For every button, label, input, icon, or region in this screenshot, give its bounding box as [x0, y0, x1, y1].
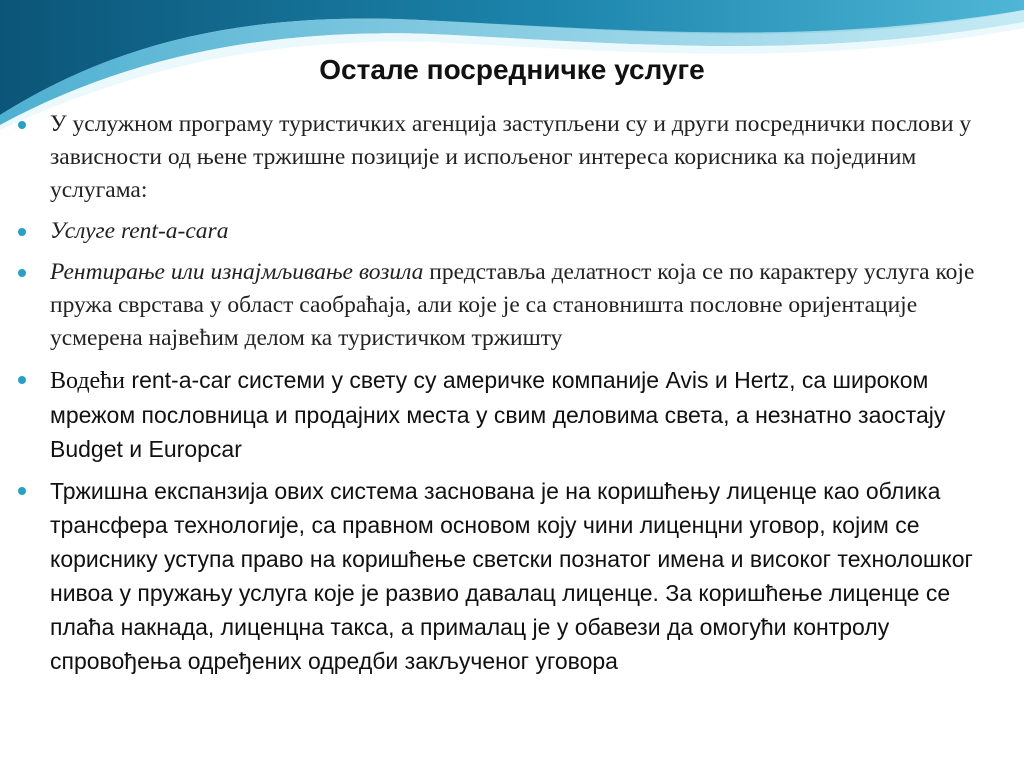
bullet-dot-icon: [18, 228, 26, 236]
bullet-item: [14, 108, 1014, 207]
bullet-text: Услуге rent-a-cara: [50, 218, 229, 244]
bullet-text-serif: Водећи: [50, 368, 126, 394]
bullet-item: [14, 363, 1014, 466]
bullet-item: [14, 215, 1014, 248]
bullet-text: Тржишна експанзија ових система заснована је на коришћењу лиценце као облика трансфера технологије, са правном основом коју чини лиценцни уговор, којим се кориснику уступа право на коришћење светски познатог имена и високог технолошког нивоа у пружању услуга које је развио давалац лиценце. За коришћење лиценце се плаћа накнада, лиценцна такса, а прималац је у обавези да омогући контролу спровођења одређених одредби закљученог уговора: [50, 478, 973, 674]
bullet-dot-icon: [18, 269, 26, 277]
bullet-text-italic: Рентирање или изнајмљивање возила: [50, 259, 424, 285]
bullet-dot-icon: [18, 487, 26, 495]
bullet-dot-icon: [18, 376, 26, 384]
bullet-text: У услужном програму туристичких агенција заступљени су и други посреднички послови у зависности од њене тржишне позиције и испољеног интереса корисника ка појединим услугама:: [50, 111, 972, 203]
bullet-text: представља делатност која се по карактеру услуга које пружа сврстава у област саобраћаја, али које је са становништа пословне оријентације усмерена највећим делом ка туристичком тржишту: [50, 259, 975, 351]
bullet-item: [14, 256, 1014, 355]
slide-content: [14, 108, 1014, 686]
bullet-text: rent-a-car системи у свету су америчке компаније Avis и Hertz, са широком мрежом пословница и продајних места у свим деловима света, а незнатно заостају Budget и Europcar: [50, 367, 946, 462]
bullet-dot-icon: [18, 121, 26, 129]
bullet-list: [14, 108, 1014, 678]
bullet-item: [14, 474, 1014, 678]
page-title: Остале посредничке услуге: [319, 54, 705, 85]
